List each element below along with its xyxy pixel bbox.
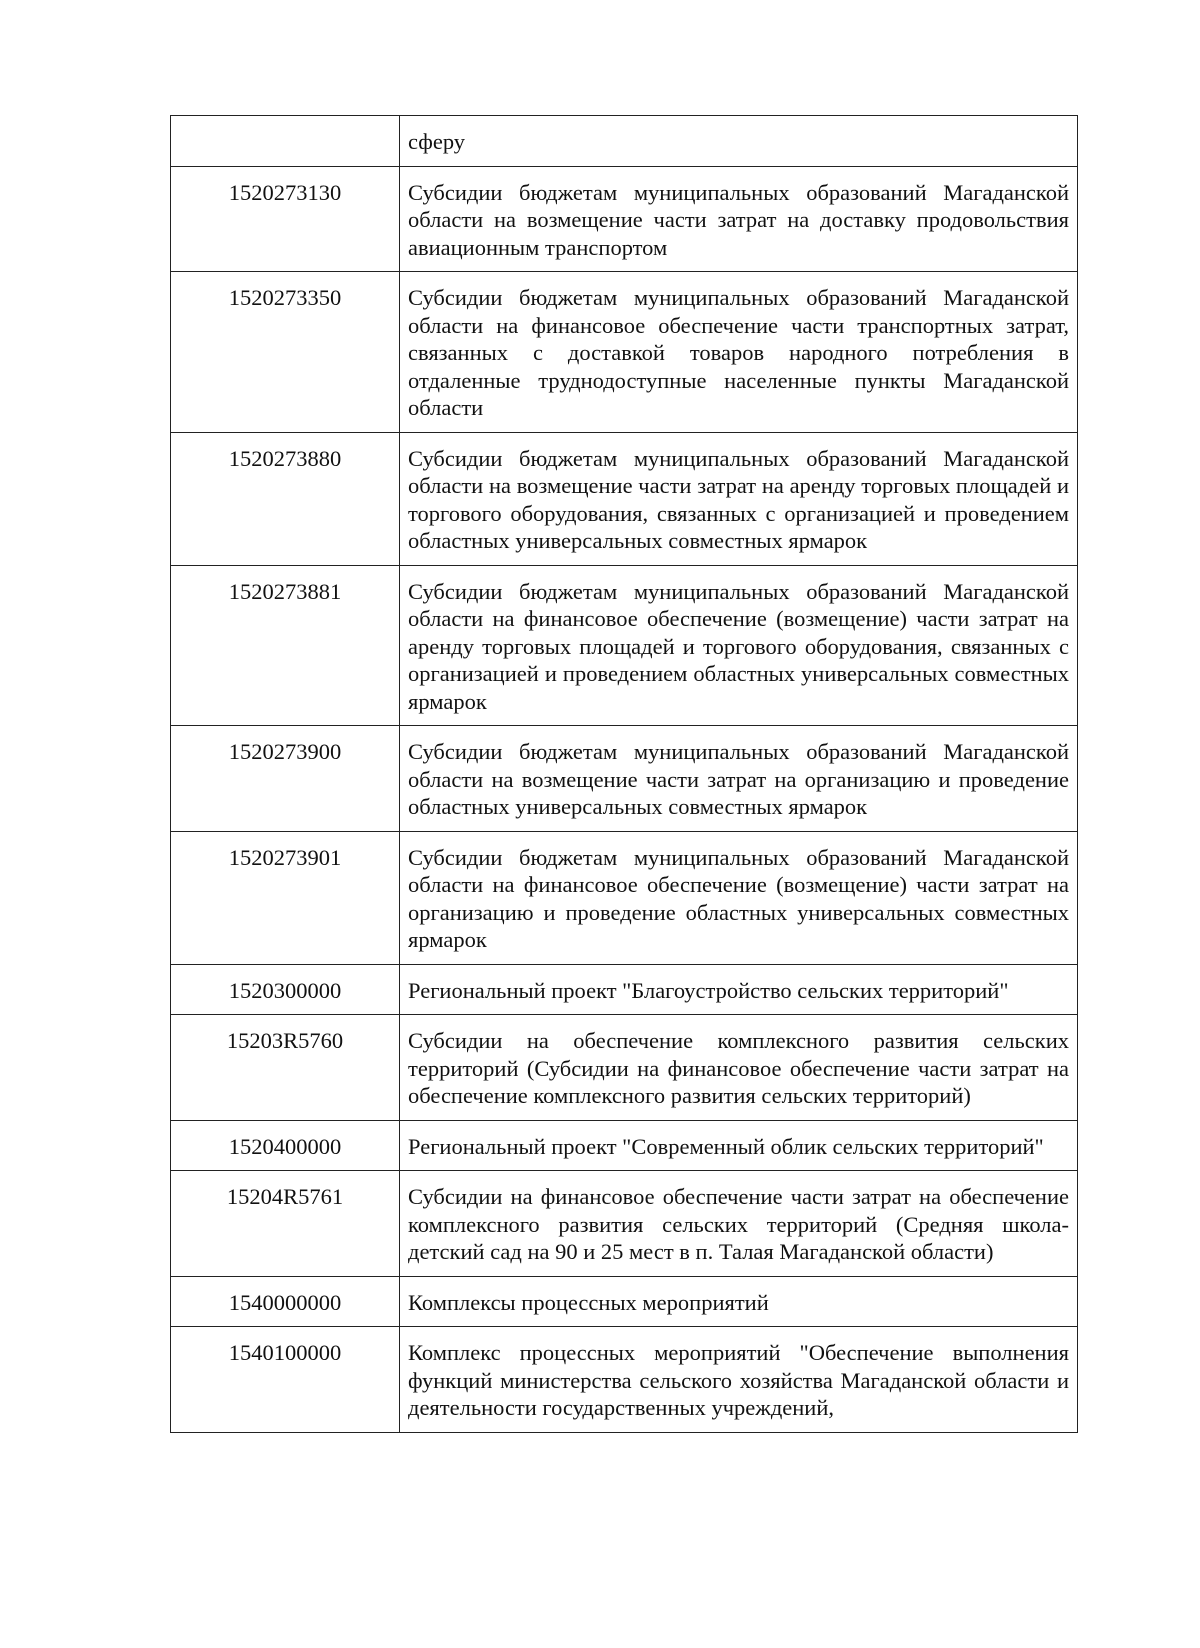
row-code: 1520273880 <box>171 432 400 565</box>
row-code <box>171 116 400 167</box>
table-row <box>171 1015 1078 1121</box>
table-row <box>171 1276 1078 1327</box>
table-row <box>171 1120 1078 1171</box>
row-code: 15204R5761 <box>171 1171 400 1277</box>
row-description: Региональный проект "Благоустройство сельских территорий" <box>400 964 1078 1015</box>
row-code: 1520273130 <box>171 166 400 272</box>
table-row <box>171 726 1078 832</box>
row-code: 15203R5760 <box>171 1015 400 1121</box>
row-description: Субсидии бюджетам муниципальных образований Магаданской области на возмещение части затрат на организацию и проведение областных универсальных совместных ярмарок <box>400 726 1078 832</box>
row-description: Субсидии бюджетам муниципальных образований Магаданской области на возмещение части затрат на доставку продовольствия авиационным транспортом <box>400 166 1078 272</box>
table-row <box>171 1327 1078 1433</box>
row-description: Субсидии бюджетам муниципальных образований Магаданской области на финансовое обеспечение (возмещение) части затрат на организацию и проведение областных универсальных совместных ярмарок <box>400 831 1078 964</box>
table-row <box>171 964 1078 1015</box>
table-row <box>171 272 1078 433</box>
row-code: 1540100000 <box>171 1327 400 1433</box>
table-row <box>171 565 1078 726</box>
row-description: Субсидии бюджетам муниципальных образований Магаданской области на возмещение части затрат на аренду торговых площадей и торгового оборудования, связанных с организацией и проведением областных универсальных совместных ярмарок <box>400 432 1078 565</box>
table-row <box>171 432 1078 565</box>
row-code: 1520300000 <box>171 964 400 1015</box>
row-description: Региональный проект "Современный облик сельских территорий" <box>400 1120 1078 1171</box>
table-row <box>171 831 1078 964</box>
row-code: 1520273350 <box>171 272 400 433</box>
budget-code-table <box>170 115 1078 1433</box>
row-description: Субсидии бюджетам муниципальных образований Магаданской области на финансовое обеспечение части транспортных затрат, связанных с доставкой товаров народного потребления в отдаленные труднодоступные населенные пункты Магаданской области <box>400 272 1078 433</box>
row-code: 1520400000 <box>171 1120 400 1171</box>
row-code: 1520273901 <box>171 831 400 964</box>
table-row <box>171 166 1078 272</box>
row-description: Субсидии на финансовое обеспечение части затрат на обеспечение комплексного развития сельских территорий (Средняя школа-детский сад на 90 и 25 мест в п. Талая Магаданской области) <box>400 1171 1078 1277</box>
row-description: Комплекс процессных мероприятий "Обеспечение выполнения функций министерства сельского хозяйства Магаданской области и деятельности государственных учреждений, <box>400 1327 1078 1433</box>
row-description: Субсидии на обеспечение комплексного развития сельских территорий (Субсидии на финансовое обеспечение части затрат на обеспечение комплексного развития сельских территорий) <box>400 1015 1078 1121</box>
row-code: 1520273900 <box>171 726 400 832</box>
table-row <box>171 1171 1078 1277</box>
row-code: 1540000000 <box>171 1276 400 1327</box>
row-code: 1520273881 <box>171 565 400 726</box>
table-row <box>171 116 1078 167</box>
row-description: сферу <box>400 116 1078 167</box>
row-description: Субсидии бюджетам муниципальных образований Магаданской области на финансовое обеспечение (возмещение) части затрат на аренду торговых площадей и торгового оборудования, связанных с организацией и проведением областных универсальных совместных ярмарок <box>400 565 1078 726</box>
row-description: Комплексы процессных мероприятий <box>400 1276 1078 1327</box>
